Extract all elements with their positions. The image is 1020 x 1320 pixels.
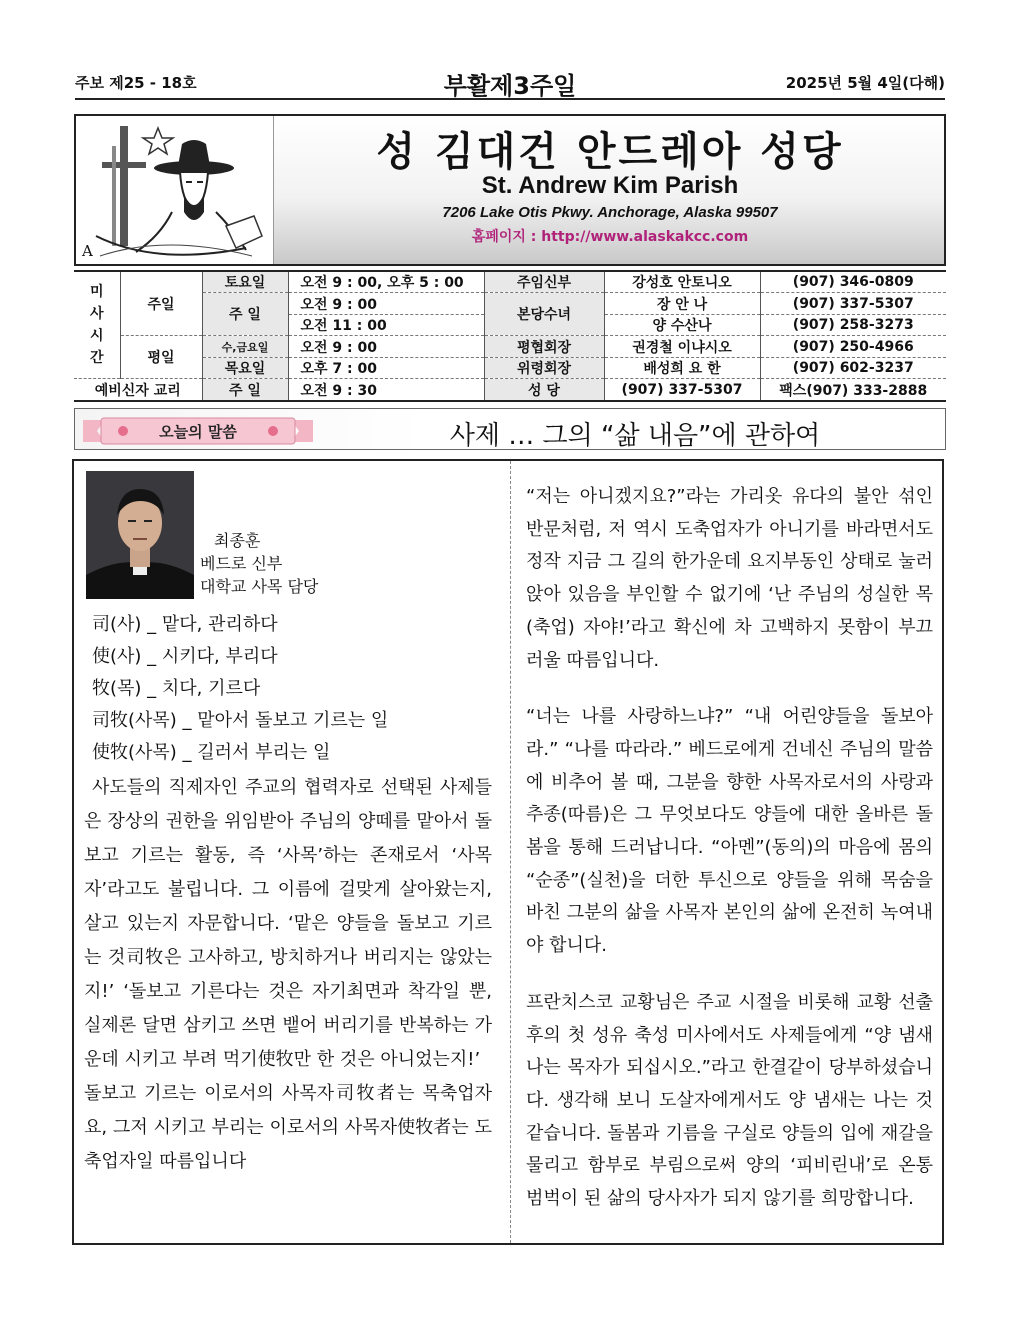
mass-time: 오전 9 : 00	[288, 293, 484, 315]
mass-time: 오전 9 : 30	[288, 379, 484, 400]
liturgical-title: 부활제3주일	[443, 72, 577, 100]
paragraph: “저는 아니겠지요?”라는 가리옷 유다의 불안 섞인 반문처럼, 저 역시 도축업자가 아니기를 바라면서도 정작 지금 그 길의 한가운데 요지부동인 상태로 눌러앉아 있음을 부인할 수 없기에 ‘난 주님의 성실한 목(축업) 자야!’라고 확신에 차 고백하지 못함이 부끄러울 따름입니다.	[526, 486, 933, 671]
parish-phone: (907) 337-5307	[604, 379, 760, 400]
issue-date: 2025년 5월 4일(다해)	[785, 74, 945, 92]
parish-logo	[76, 116, 274, 264]
staff-role: 위령회장	[484, 357, 604, 379]
column-divider	[510, 461, 511, 1243]
mass-time: 오전 9 : 00	[288, 336, 484, 358]
catechumen-label: 예비신자 교리	[94, 382, 181, 399]
mass-day: 목요일	[202, 357, 288, 379]
mass-day: 토요일	[202, 272, 288, 293]
todays-word-banner	[74, 408, 946, 450]
logo-letter: A	[82, 242, 93, 260]
mass-day: 수,금요일	[202, 336, 288, 358]
author-name: 최종훈	[214, 531, 261, 550]
staff-phone: (907) 346-0809	[760, 272, 946, 293]
author-role: 대학교 사목 담당	[200, 577, 319, 596]
staff-name: 권경철 이냐시오	[604, 336, 760, 358]
church-english-name: St. Andrew Kim Parish	[481, 172, 739, 199]
homily-content	[72, 459, 944, 1245]
author-title: 베드로 신부	[200, 554, 283, 573]
definition-item: 使(사) _ 시키다, 부리다	[92, 646, 278, 667]
mass-time-vertical-label: 미 사 시 간	[74, 272, 120, 379]
paragraph: 사도들의 직제자인 주교의 협력자로 선택된 사제들은 장상의 권한을 위임받아 주님의 양떼를 맡아서 돌보고 기르는 활동, 즉 ‘사목’하는 존재로서 ‘사목자’라고도 불립니다. 그 이름에 걸맞게 살아왔는지, 살고 있는지 자문합니다. ‘맡은 양들을 돌보고 기르는 것司牧은 고사하고, 방치하거나 버리지는 않았는지!’ ‘돌보고 기른다는 것은 자기최면과 착각일 뿐, 실제론 달면 삼키고 쓰면 뱉어 버리기를 반복하는 가운데 시키고 부려 먹기使牧만 한 것은 아니었는지!’	[84, 777, 492, 1070]
mass-day: 주 일	[202, 293, 288, 336]
mass-time: 오후 7 : 00	[288, 357, 484, 379]
definition-item: 牧(목) _ 치다, 기르다	[92, 678, 261, 699]
ribbon-label: 오늘의 말씀	[159, 423, 237, 441]
ribbon-decoration	[83, 414, 313, 448]
paragraph: 돌보고 기르는 이로서의 사목자司牧者는 목축업자요, 그저 시키고 부리는 이로서의 사목자使牧者는 도축업자일 따름입니다	[84, 1083, 492, 1172]
staff-phone: (907) 602-3237	[760, 357, 946, 379]
church-address: 7206 Lake Otis Pkwy. Anchorage, Alaska 99507	[442, 204, 778, 221]
mass-schedule-table	[74, 270, 946, 402]
homepage-link[interactable]: 홈페이지 : http://www.alaskakcc.com	[471, 229, 749, 245]
staff-name: 양 수산나	[604, 314, 760, 336]
homily-title: 사제 … 그의 “삶 내음”에 관하여	[449, 421, 821, 451]
parish-header	[74, 114, 946, 266]
mass-day: 주 일	[202, 379, 288, 400]
staff-phone: (907) 258-3273	[760, 314, 946, 336]
staff-role: 평협회장	[484, 336, 604, 358]
mass-time: 오전 9 : 00, 오후 5 : 00	[288, 272, 484, 293]
character-definitions	[92, 609, 492, 769]
staff-phone: (907) 250-4966	[760, 336, 946, 358]
staff-role: 본당수녀	[484, 293, 604, 336]
staff-role: 성 당	[484, 379, 604, 400]
staff-role: 주임신부	[484, 272, 604, 293]
priest-photo	[86, 471, 194, 599]
definition-item: 司(사) _ 맡다, 관리하다	[92, 614, 278, 635]
definition-item: 使牧(사목) _ 길러서 부리는 일	[92, 742, 331, 763]
left-body-text	[84, 771, 492, 1179]
staff-name: 배성희 요 한	[604, 357, 760, 379]
issue-number: 주보 제25 - 18호	[75, 74, 197, 92]
sunday-label: 주일	[120, 272, 202, 336]
weekday-label: 평일	[120, 336, 202, 379]
definition-item: 司牧(사목) _ 맡아서 돌보고 기르는 일	[92, 710, 389, 731]
staff-name: 장 안 나	[604, 293, 760, 315]
parish-fax: 팩스(907) 333-2888	[760, 379, 946, 400]
author-info	[200, 529, 500, 598]
staff-phone: (907) 337-5307	[760, 293, 946, 315]
paragraph: 프란치스코 교황님은 주교 시절을 비롯해 교황 선출 후의 첫 성유 축성 미사에서도 사제들에게 “양 냄새 나는 목자가 되십시오.”라고 한결같이 당부하셨습니다. 생각해 보니 도살자에게서도 양 냄새는 나는 것 같습니다. 돌봄과 기름을 구실로 양들의 입에 재갈을 물리고 함부로 부림으로써 양의 ‘피비린내’로 온통 범벅이 된 삶의 당사자가 되지 않기를 희망합니다.	[526, 991, 933, 1210]
mass-time: 오전 11 : 00	[288, 314, 484, 336]
right-column	[526, 481, 933, 1240]
paragraph: “너는 나를 사랑하느냐?” “내 어린양들을 돌보아라.” “나를 따라라.” 베드로에게 건네신 주님의 말씀에 비추어 볼 때, 그분을 향한 사목자로서의 사랑과 추종(따름)은 그 무엇보다도 양들에 대한 올바른 돌봄을 통해 드러납니다. “아멘”(동의)의 마음에 몸의 “순종”(실천)을 더한 투신으로 양들을 위해 목숨을 바친 그분의 삶을 사목자 본인의 삶에 온전히 녹여내야 합니다.	[526, 706, 933, 957]
church-name: 성 김대건 안드레아 성당	[376, 129, 844, 175]
issue-header-line	[75, 68, 945, 100]
staff-name: 강성호 안토니오	[604, 272, 760, 293]
